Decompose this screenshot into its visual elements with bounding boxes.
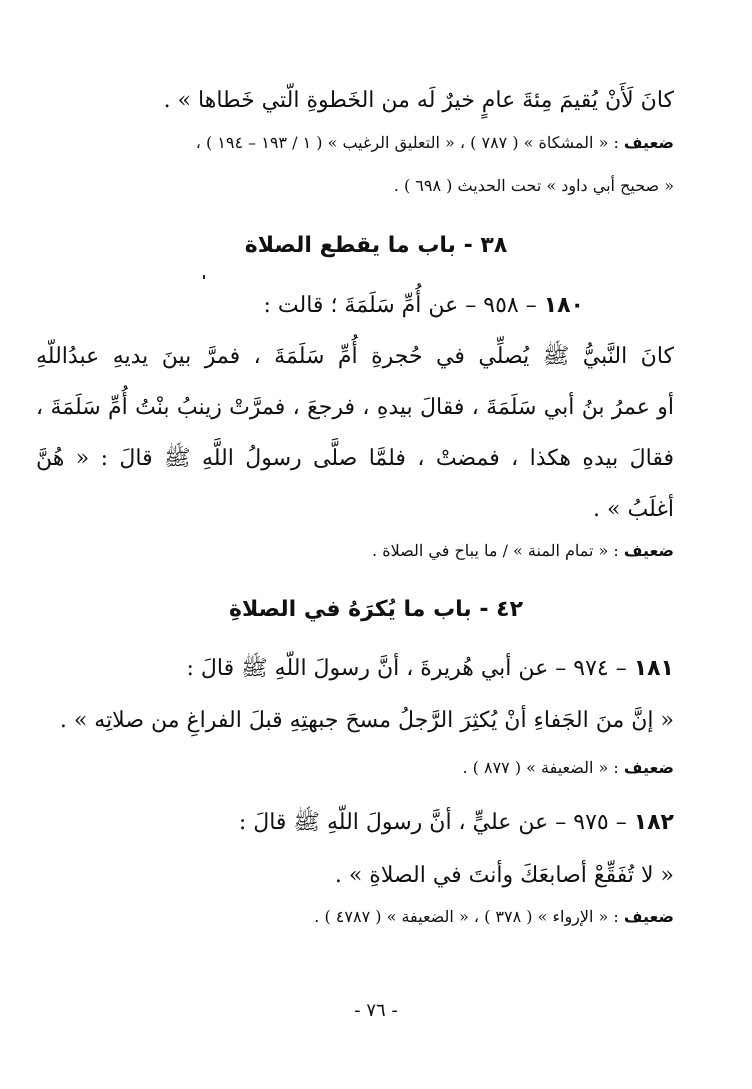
- chapter-heading-42: ٤٢ - باب ما يُكرَهُ في الصلاةِ: [228, 597, 524, 622]
- hadith-182-text: « لا تُفَقِّعْ أصابعَكَ وأنتَ في الصلاةِ » .: [334, 863, 674, 888]
- hadith-number-181: ١٨١: [633, 656, 674, 681]
- grade-label: ضعيف: [623, 907, 674, 926]
- hadith-180-text-3: فقالَ بيدهِ هكذا ، فمضتْ ، فلمَّا صلَّى رسولُ اللَّهِ ﷺ قالَ : « هُنَّ: [36, 446, 674, 471]
- chapter-heading-38: ٣٨ - باب ما يقطع الصلاة: [244, 233, 508, 258]
- grading-line-1: [36, 129, 674, 157]
- hadith-182-chain: – ٩٧٥ – عن عليٍّ ، أنَّ رسولَ اللّهِ ﷺ قالَ :: [238, 810, 627, 835]
- hadith-181-text: « إنَّ منَ الجَفاءِ أنْ يُكثِرَ الرَّجلُ مسحَ جبهتِهِ قبلَ الفراغِ من صلاتِه » .: [59, 708, 674, 733]
- hadith-181-grading: [36, 754, 674, 782]
- grading-line-2: « صحيح أبي داود » تحت الحديث ( ٦٩٨ ) .: [393, 176, 674, 195]
- grade-label: ضعيف: [623, 133, 674, 152]
- hadith-number-182: ١٨٢: [633, 810, 674, 835]
- hadith-180-text-1: كانَ النَّبيُّ ﷺ يُصلِّي في حُجرةِ أُمِّ سَلَمَةَ ، فمرَّ بينَ يديهِ عبدُاللّهِ: [36, 344, 674, 369]
- grade-sources: : « المشكاة » ( ٧٨٧ ) ، « التعليق الرغيب » ( ١ / ١٩٣ – ١٩٤ ) ،: [195, 133, 619, 152]
- hadith-180-chain: – ٩٥٨ – عن أُمِّ سَلَمَةَ ؛ قالت :: [263, 293, 537, 318]
- hadith-180-grading: [36, 537, 674, 565]
- hadith-181-header: [36, 652, 674, 686]
- grade-label: ضعيف: [623, 758, 674, 777]
- grade-label: ضعيف: [623, 541, 674, 560]
- hadith-180-text-2: أو عمرُ بنُ أبي سَلَمَةَ ، فقالَ بيدهِ ، فرجعَ ، فمرَّتْ زينبُ بنْتُ أُمِّ سَلَمَةَ ،: [36, 395, 674, 420]
- page-number: - ٧٦ -: [354, 1000, 398, 1021]
- grade-sources: : « الإرواء » ( ٣٧٨ ) ، « الضعيفة » ( ٤٧٨٧ ) .: [314, 907, 619, 926]
- grade-sources: : « الضعيفة » ( ٨٧٧ ) .: [462, 758, 619, 777]
- hadith-180-text-4: أغلَبُ » .: [593, 497, 674, 522]
- text-line-1: كانَ لَأَنْ يُقيمَ مِئةَ عامٍ خيرٌ لَه من الخَطوةِ الّتي خَطاها » .: [163, 88, 674, 113]
- hadith-number-180: ١٨٠: [543, 293, 584, 318]
- grade-sources: : « تمام المنة » / ما يباح في الصلاة .: [372, 541, 619, 560]
- hadith-182-grading: [36, 903, 674, 931]
- hadith-180-header: [36, 289, 584, 323]
- hadith-181-chain: – ٩٧٤ – عن أبي هُريرةَ ، أنَّ رسولَ اللّهِ ﷺ قالَ :: [186, 656, 627, 681]
- ink-speck: [203, 275, 205, 279]
- hadith-182-header: [36, 806, 674, 840]
